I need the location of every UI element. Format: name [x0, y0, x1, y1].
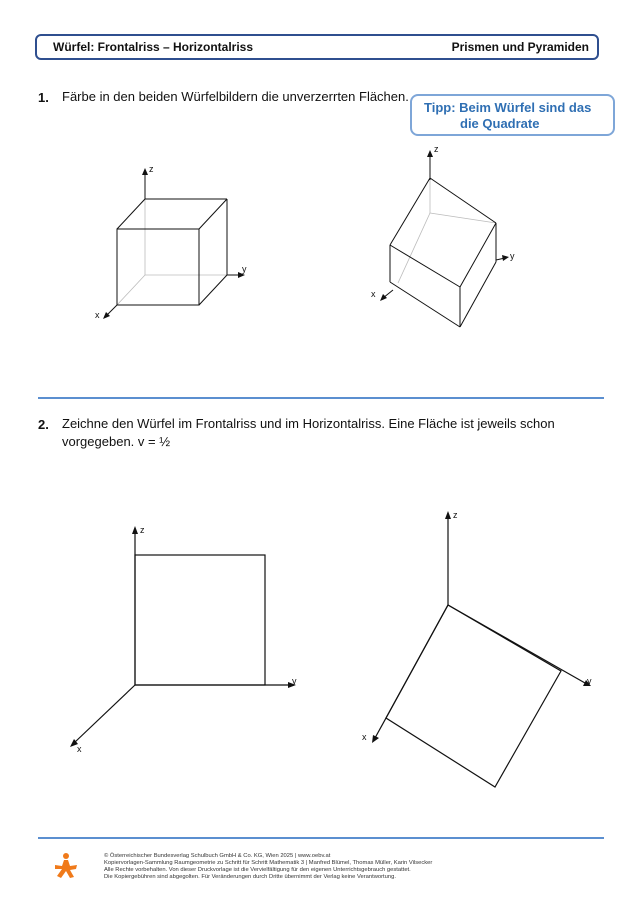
tip-line2: die Quadrate — [460, 116, 540, 131]
task2-number: 2. — [38, 417, 49, 432]
axis-label-z: z — [434, 144, 439, 154]
axis-label-y: y — [510, 251, 515, 261]
publisher-logo-icon — [54, 852, 78, 878]
axis-label-y: y — [587, 676, 592, 686]
axis-label-z: z — [149, 164, 154, 174]
axis-label-x: x — [362, 732, 367, 742]
axis-label-z: z — [140, 525, 145, 535]
task2-text-line1: Zeichne den Würfel im Frontalriss und im Horizontalriss. Eine Fläche ist jeweils schon — [62, 416, 555, 431]
axis-label-x: x — [371, 289, 376, 299]
worksheet-category: Prismen und Pyramiden — [451, 40, 589, 54]
footer-line4: Die Kopiergebühren sind abgegolten. Für Veränderungen durch Dritte übernimmt der Verlag keine Verantwortung. — [104, 874, 396, 880]
axis-label-y: y — [292, 676, 297, 686]
axis-label-z: z — [453, 510, 458, 520]
task2-text-line2: vorgegeben. v = ½ — [62, 434, 171, 449]
footer-copyright — [104, 853, 584, 881]
axis-label-x: x — [77, 744, 82, 754]
tip-line1: Tipp: Beim Würfel sind das — [424, 100, 592, 115]
task1-number: 1. — [38, 90, 49, 105]
axis-label-x: x — [95, 310, 100, 320]
footer-line2: Kopiervorlagen-Sammlung Raumgeometrie zu Schritt für Schritt Mathematik 3 | Manfred Blümel, Thomas Müller, Karin Vilsecker — [104, 860, 433, 866]
footer-line3: Alle Rechte vorbehalten. Von dieser Druckvorlage ist die Vervielfältigung für den eigenen Unterrichtsgebrauch gestattet. — [104, 867, 411, 873]
task1-text: Färbe in den beiden Würfelbildern die unverzerrten Flächen. — [62, 89, 409, 104]
worksheet-title: Würfel: Frontalriss – Horizontalriss — [53, 40, 254, 54]
footer-line1: © Österreichischer Bundesverlag Schulbuch GmbH & Co. KG, Wien 2025 | www.oebv.at — [104, 853, 331, 859]
footer-divider — [38, 837, 604, 839]
axis-label-y: y — [242, 264, 247, 274]
